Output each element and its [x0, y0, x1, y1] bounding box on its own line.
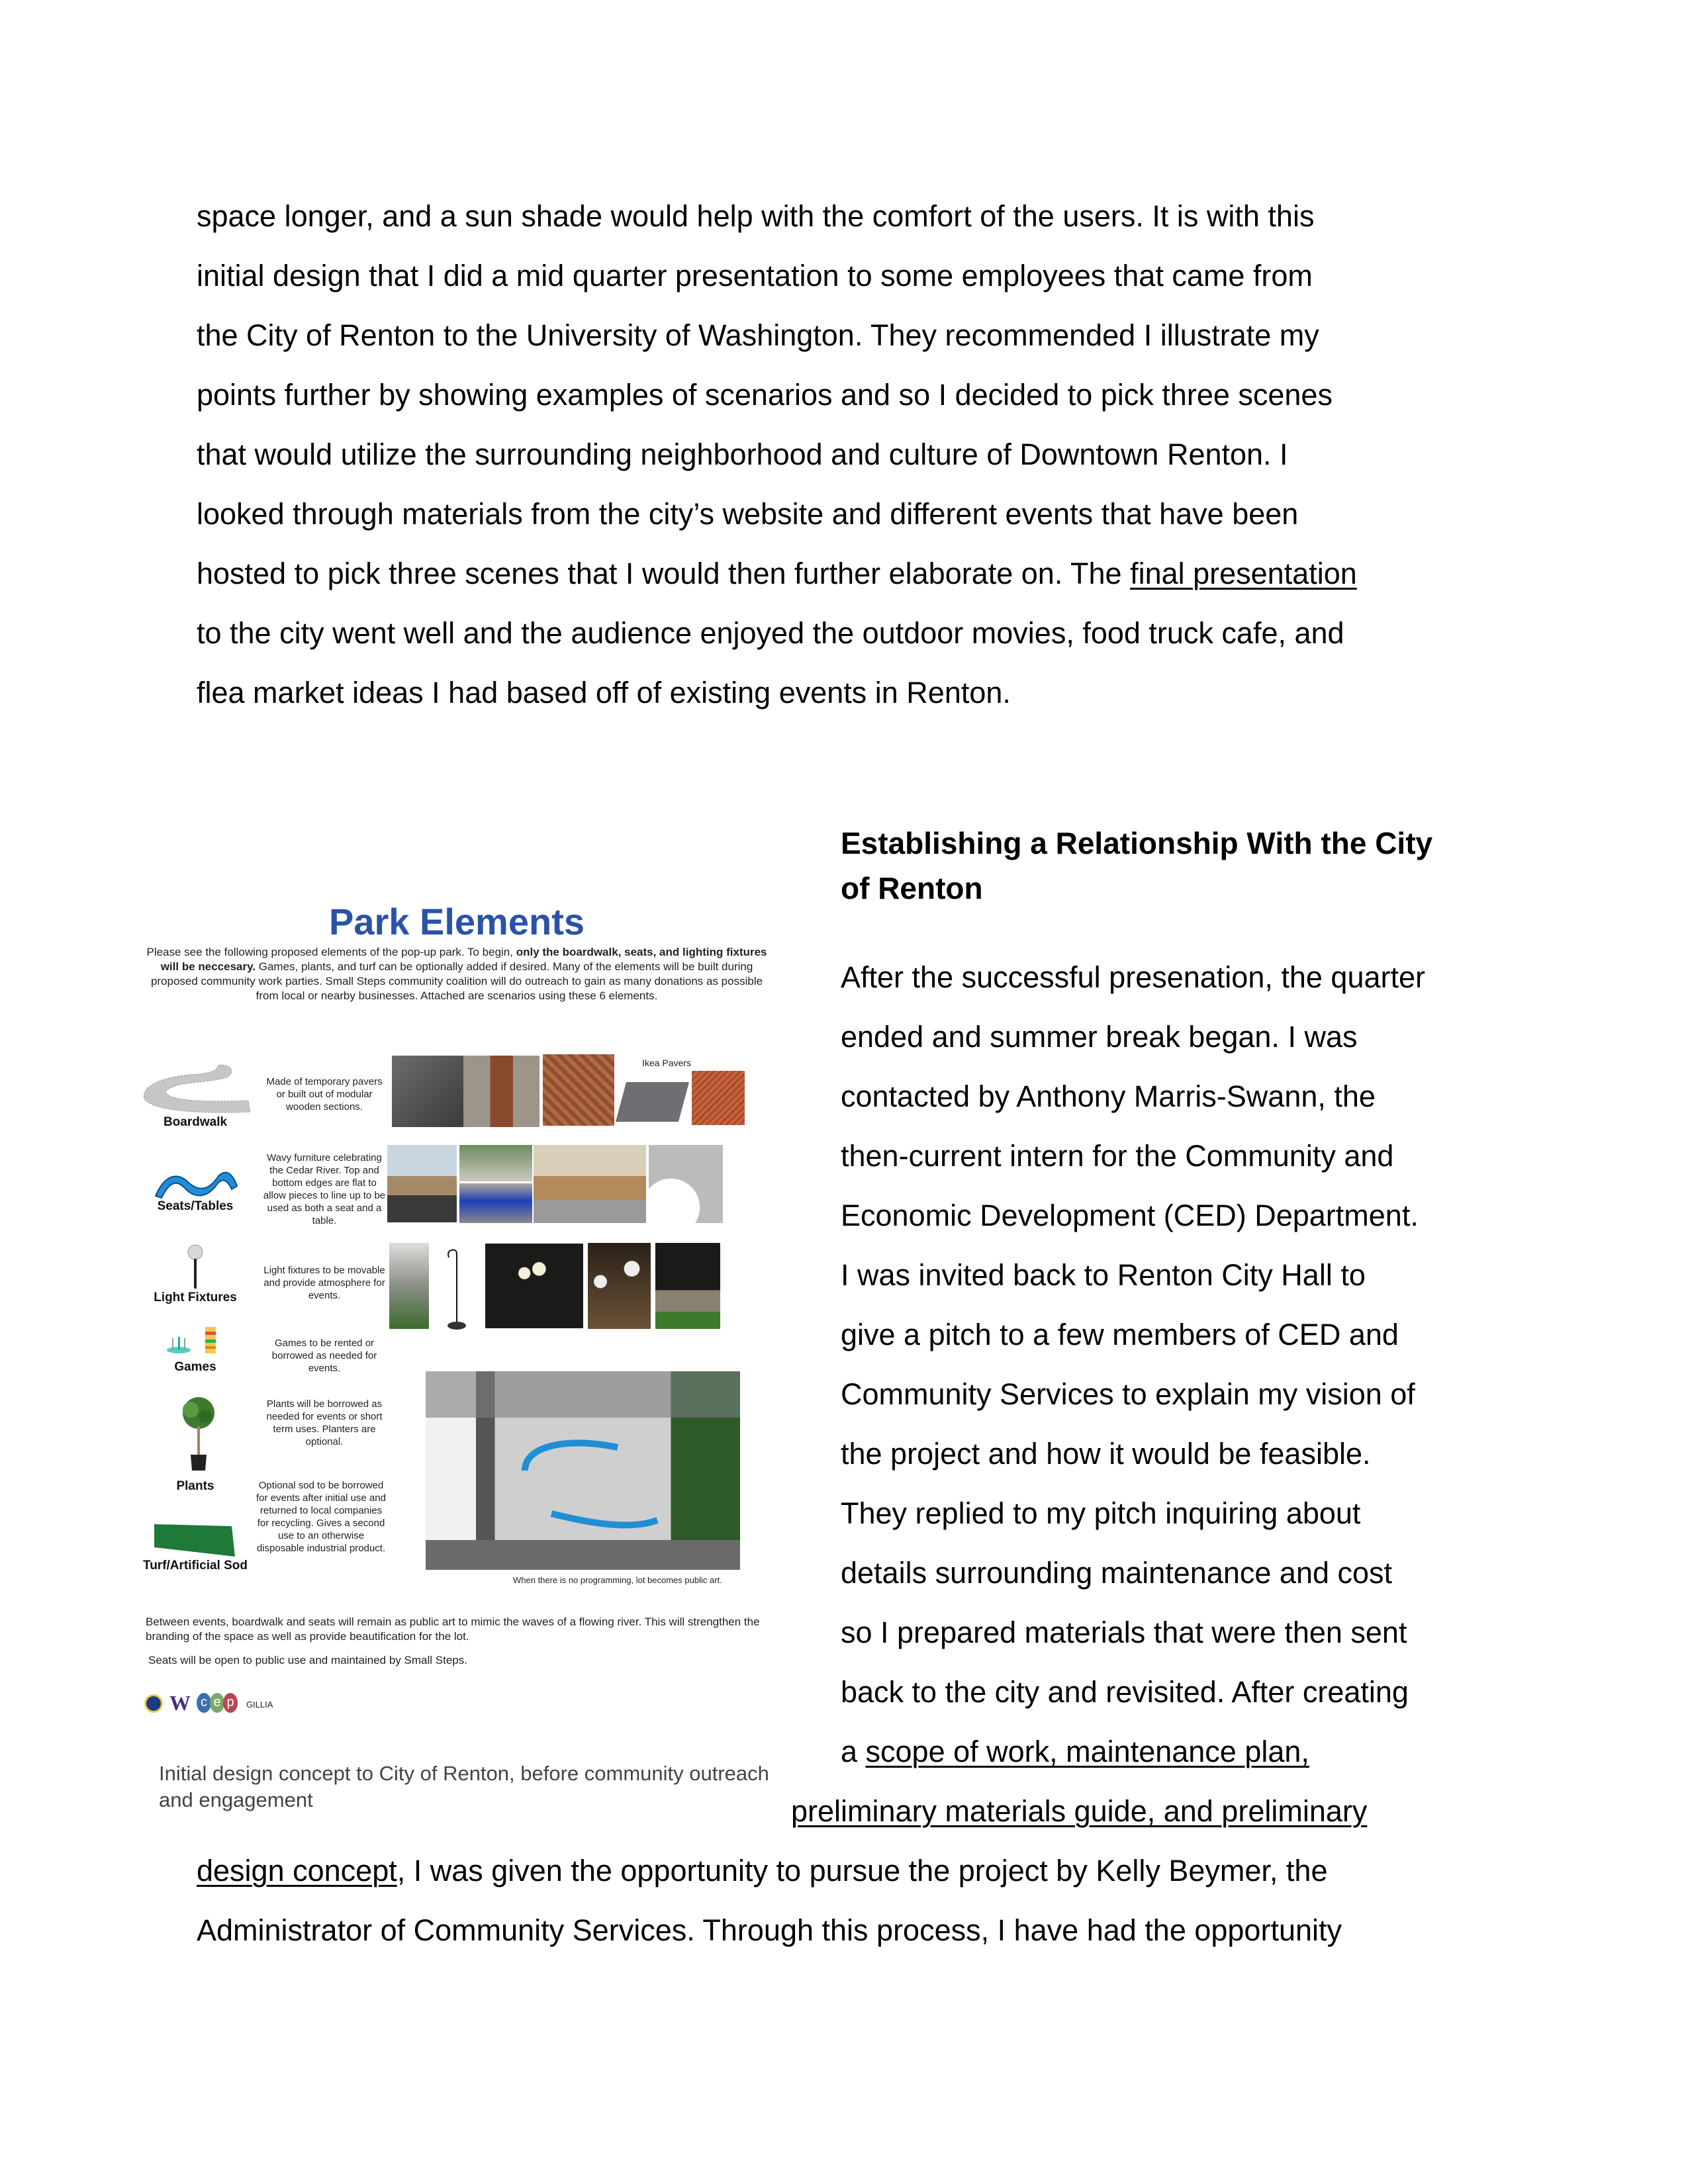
text-line: contacted by Anthony Marris-Swann, the [841, 1079, 1376, 1113]
text-line [841, 1734, 1309, 1770]
text-line: ended and summer break began. I was [841, 1020, 1358, 1054]
scope-of-work-link[interactable]: scope of work, maintenance plan, [865, 1735, 1309, 1768]
figure-intro [146, 945, 768, 1003]
text-line: looked through materials from the city’s website and different events that have been [197, 497, 1299, 531]
lantern-night-photo [485, 1244, 583, 1328]
stone-paver-photo [616, 1082, 689, 1122]
text-line: They replied to my pitch inquiring about [841, 1496, 1361, 1530]
paver-photo [392, 1056, 463, 1127]
gillia-logo: GILLIA [246, 1700, 273, 1709]
section-heading-cont: of Renton [841, 871, 983, 905]
hook-lamp-photo [389, 1243, 429, 1329]
text-line: to the city went well and the audience enjoyed the outdoor movies, food truck cafe, and [197, 616, 1344, 650]
figure-note: Between events, boardwalk and seats will remain as public art to mimic the waves of a flowing river. This will strengthen the branding of the space as well as provide beautification for the lot. [146, 1615, 760, 1643]
element-label: Turf/Artificial Sod [143, 1559, 248, 1572]
section-heading: Establishing a Relationship With the City [841, 826, 1433, 860]
aerial-caption: When there is no programming, lot becomes public art. [513, 1575, 722, 1585]
design-concept-link[interactable]: design concept [197, 1854, 397, 1888]
cep-logo [197, 1693, 238, 1713]
lounge-bench-photo [459, 1145, 532, 1181]
text-line: then-current intern for the Community and [841, 1139, 1394, 1173]
shepherd-hook-icon [444, 1248, 470, 1330]
cep-letter: p [223, 1693, 238, 1713]
boardwalk-icon [139, 1062, 258, 1115]
ikea-pavers-label: Ikea Pavers [642, 1058, 691, 1068]
text-span: a [841, 1735, 866, 1768]
text-line [197, 1853, 1328, 1889]
element-description: Light fixtures to be movable and provide atmosphere for events. [263, 1265, 385, 1301]
text-line: the City of Renton to the University of Washington. They recommended I illustrate my [197, 318, 1319, 352]
element-label: Light Fixtures [154, 1291, 237, 1304]
element-description: Made of temporary pavers or built out of modular wooden sections. [266, 1076, 383, 1113]
figure-title: Park Elements [329, 901, 585, 942]
text-line: back to the city and revisited. After creating [841, 1675, 1409, 1709]
element-description: Games to be rented or borrowed as needed for events. [271, 1338, 377, 1374]
scope-of-work-link-cont[interactable]: preliminary materials guide, and preliminary [791, 1794, 1368, 1828]
light-fixture-icon [185, 1244, 205, 1291]
ikea-paver-photo [692, 1071, 745, 1125]
element-label: Games [174, 1360, 216, 1374]
element-description: Wavy furniture celebrating the Cedar River. Top and bottom edges are flat to allow pieces to line up to be used as both a seat and a table. [263, 1152, 386, 1226]
text-line: Community Services to explain my vision of [841, 1377, 1415, 1411]
text-line: After the successful presenation, the quarter [841, 960, 1425, 994]
text-line [791, 1794, 1367, 1829]
element-label: Boardwalk [163, 1115, 228, 1129]
cep-letter: c [197, 1693, 211, 1713]
element-description: Optional sod to be borrowed for events after initial use and returned to local companies for recycling. Gives a second use to an otherwise disposable industrial product. [256, 1480, 386, 1554]
games-icon [165, 1324, 225, 1357]
element-label: Seats/Tables [157, 1199, 234, 1213]
text-line: so I prepared materials that were then sent [841, 1615, 1407, 1649]
turf-icon [152, 1522, 238, 1559]
text-span: hosted to pick three scenes that I would then further elaborate on. The [197, 557, 1131, 590]
lantern-party-photo [588, 1243, 651, 1329]
intro-bold-text: only the boardwalk, seats, and lighting fixtures will be neccesary. [160, 946, 767, 973]
text-line: initial design that I did a mid quarter presentation to some employees that came from [197, 259, 1313, 293]
wood-tiles-photo [543, 1054, 614, 1126]
figure-caption: Initial design concept to City of Renton, before community outreach and engagement [159, 1762, 769, 1811]
plant-icon [179, 1396, 218, 1473]
intro-text: Games, plants, and turf can be optionally added if desired. Many of the elements will be built during proposed community work parties. Small Steps community coalition will do outreach to gain as many donations as possible from local or nearby businesses. Attached are scenarios using these 6 elements. [150, 960, 763, 1002]
text-line: the project and how it would be feasible. [841, 1437, 1371, 1471]
wave-seat-icon [152, 1166, 245, 1199]
wave-bench-photo [387, 1145, 457, 1222]
text-line: Administrator of Community Services. Through this process, I have had the opportunity [197, 1913, 1342, 1947]
element-label: Plants [176, 1479, 214, 1493]
aerial-lot-photo [426, 1371, 740, 1570]
element-description: Plants will be borrowed as needed for events or short term uses. Planters are optional. [266, 1398, 383, 1447]
uw-logo: W [169, 1691, 191, 1715]
text-line: give a pitch to a few members of CED and [841, 1318, 1399, 1351]
text-line: details surrounding maintenance and cost [841, 1556, 1393, 1590]
lot-seat-layout-icon [426, 1371, 740, 1570]
text-line: Economic Development (CED) Department. [841, 1199, 1419, 1232]
text-line: points further by showing examples of scenarios and so I decided to pick three scenes [197, 378, 1333, 412]
text-line: flea market ideas I had based off of existing events in Renton. [197, 676, 1011, 709]
city-seal-logo [144, 1694, 163, 1713]
text-span: , I was given the opportunity to pursue the project by Kelly Beymer, the [397, 1854, 1328, 1888]
wood-walkway-photo [463, 1056, 539, 1127]
text-line: space longer, and a sun shade would help with the comfort of the users. It is with this [197, 199, 1315, 233]
aerial-bench-photo [649, 1145, 723, 1223]
text-line: I was invited back to Renton City Hall to [841, 1258, 1366, 1292]
intro-text: Please see the following proposed elements of the pop-up park. To begin, [146, 946, 516, 958]
wood-wave-photo [534, 1145, 646, 1223]
cep-letter: e [210, 1693, 224, 1713]
string-lights-photo [655, 1243, 720, 1329]
park-elements-figure [132, 860, 781, 1811]
text-line: that would utilize the surrounding neighborhood and culture of Downtown Renton. I [197, 437, 1288, 471]
text-line [197, 556, 1357, 592]
blue-bench-photo [459, 1183, 532, 1223]
final-presentation-link[interactable]: final presentation [1130, 557, 1357, 590]
figure-note: Seats will be open to public use and maintained by Small Steps. [148, 1654, 467, 1666]
